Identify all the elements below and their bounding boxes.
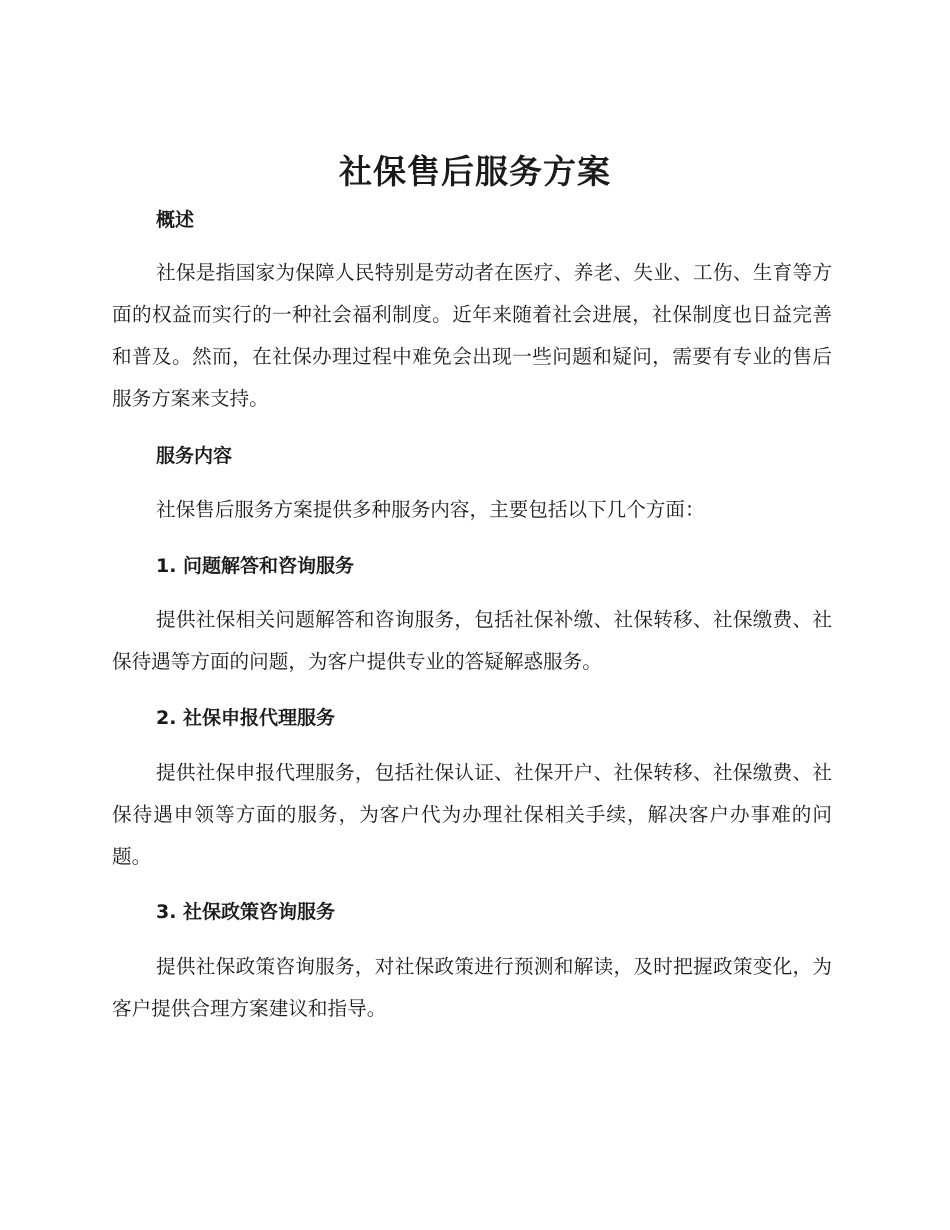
item-heading-1: 1. 问题解答和咨询服务 xyxy=(156,555,355,577)
paragraph-item-3: 提供社保政策咨询服务，对社保政策进行预测和解读，及时把握政策变化，为客户提供合理方案建议和指导。 xyxy=(112,955,832,1020)
item-heading-2: 2. 社保申报代理服务 xyxy=(156,707,336,729)
paragraph-item-2: 提供社保申报代理服务，包括社保认证、社保开户、社保转移、社保缴费、社保待遇申领等方面的服务，为客户代为办理社保相关手续，解决客户办事难的问题。 xyxy=(112,761,832,868)
paragraph-item-1: 提供社保相关问题解答和咨询服务，包括社保补缴、社保转移、社保缴费、社保待遇等方面的问题，为客户提供专业的答疑解惑服务。 xyxy=(112,608,832,673)
paragraph-overview: 社保是指国家为保障人民特别是劳动者在医疗、养老、失业、工伤、生育等方面的权益而实行的一种社会福利制度。近年来随着社会进展，社保制度也日益完善和普及。然而，在社保办理过程中难免会出现一些问题和疑问，需要有专业的售后服务方案来支持。 xyxy=(112,261,832,410)
section-heading-services: 服务内容 xyxy=(156,445,233,467)
document-title: 社保售后服务方案 xyxy=(339,152,611,191)
item-heading-3: 3. 社保政策咨询服务 xyxy=(156,901,336,923)
paragraph-services-intro: 社保售后服务方案提供多种服务内容，主要包括以下几个方面： xyxy=(156,498,705,521)
section-heading-overview: 概述 xyxy=(156,209,195,231)
